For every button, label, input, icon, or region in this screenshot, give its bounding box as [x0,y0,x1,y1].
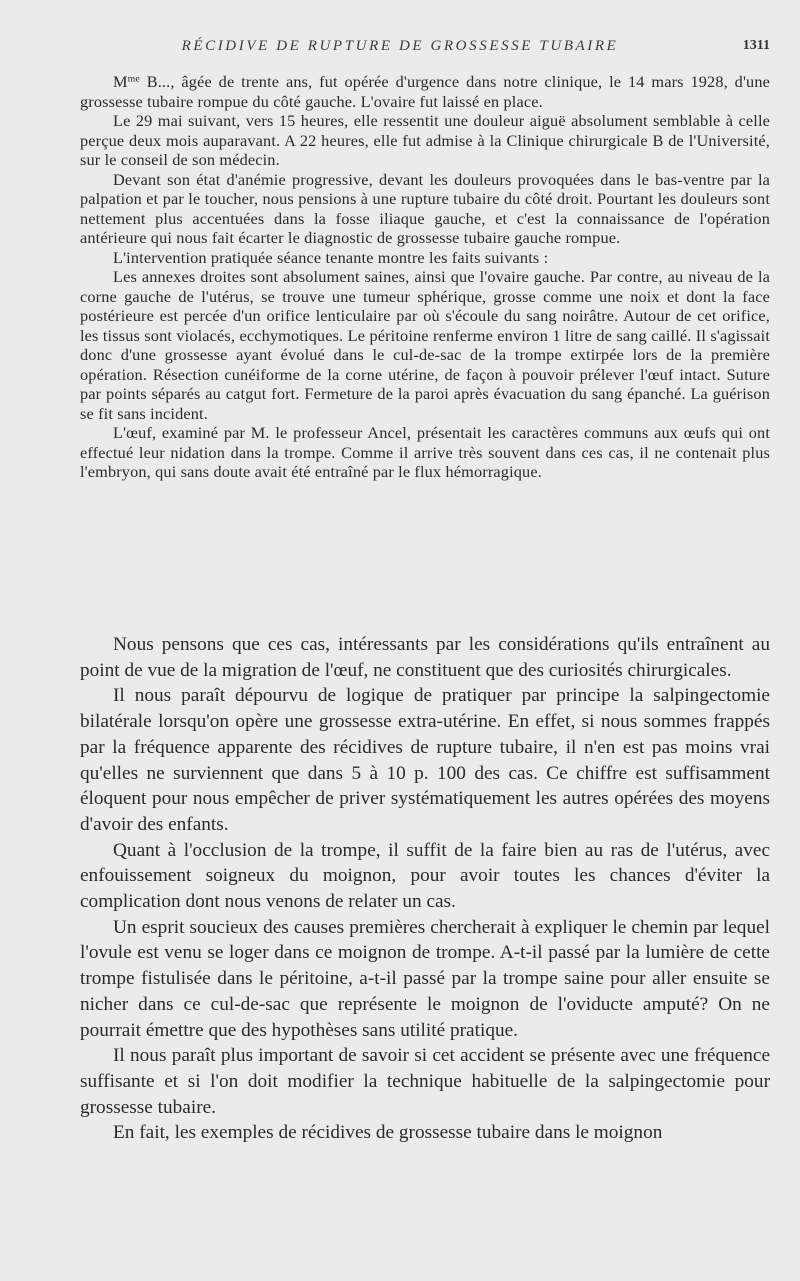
page-number: 1311 [742,38,770,53]
discussion-paragraph: Quant à l'occlusion de la trompe, il suffit de la faire bien au ras de l'utérus, avec enfouissement soigneux du moignon, pour avoir toutes les chances d'éviter la complication dont nous venons de relater un cas. [80,839,770,913]
case-paragraph: L'œuf, examiné par M. le professeur Ancel, présentait les caractères communs aux œufs qui ont effectué leur nidation dans la trompe. Comme il arrive très souvent dans ces cas, il ne contenait plus l'embryon, qui sans doute avait été entraîné par le flux hémorragique. [80,423,770,481]
running-title: RÉCIDIVE DE RUPTURE DE GROSSESSE TUBAIRE [181,38,619,54]
case-report [80,72,770,482]
discussion-paragraph: Un esprit soucieux des causes premières chercherait à expliquer le chemin par lequel l'ovule est venu se loger dans ce moignon de trompe. A-t-il passé par la lumière de cette trompe fistulisée dans le péritoine, a-t-il passé par la trompe saine pour aller ensuite se nicher dans ce cul-de-sac que représente le moignon de l'oviducte amputé? On ne pourrait émettre que des hypothèses sans utilité pratique. [80,916,770,1041]
discussion [80,632,770,1146]
discussion-paragraph: En fait, les exemples de récidives de grossesse tubaire dans le moignon [113,1122,663,1144]
discussion-paragraph: Il nous paraît dépourvu de logique de pratiquer par principe la salpingectomie bilatérale lorsqu'on opère une grossesse extra-utérine. En effet, si nous sommes frappés par la fréquence apparente des récidives de rupture tubaire, il n'en est pas moins vrai qu'elles ne surviennent que dans 5 à 10 p. 100 des cas. Ce chiffre est suffisamment éloquent pour nous empêcher de priver systématiquement les autres opérées des moyens d'avoir des enfants. [80,685,770,835]
case-paragraph: L'intervention pratiquée séance tenante montre les faits suivants : [113,247,549,267]
case-intro-paragraph [80,72,770,111]
discussion-paragraph: Il nous paraît plus important de savoir si cet accident se présente avec une fréquence suffisante et si l'on doit modifier la technique habituelle de la salpingectomie pour grossesse tubaire. [80,1045,770,1118]
discussion-paragraph: Nous pensons que ces cas, intéressants par les considérations qu'ils entraînent au point de vue de la migration de l'œuf, ne constituent que des curiosités chirurgicales. [80,634,770,681]
case-intro-text: B..., âgée de trente ans, fut opérée d'urgence dans notre clinique, le 14 mars 1928, d'une grossesse tubaire rompue du côté gauche. L'ovaire fut laissé en place. [80,72,770,111]
running-head [0,36,800,58]
case-paragraph: Devant son état d'anémie progressive, devant les douleurs provoquées dans le bas-ventre par la palpation et par le toucher, nous pensions à une rupture tubaire du côté droit. Pourtant les douleurs sont nettement plus accentuées dans la fosse iliaque gauche, et c'est la connaissance de l'opération antérieure qui nous fait écarter le diagnostic de grossesse tubaire gauche rompue. [80,169,770,247]
title-abbreviation: M [113,72,128,91]
title-abbreviation-superscript: me [127,73,140,85]
case-paragraph: Les annexes droites sont absolument saines, ainsi que l'ovaire gauche. Par contre, au niveau de la corne gauche de l'utérus, se trouve une tumeur sphérique, grosse comme une noix et dont la face postérieure est percée d'un orifice lenticulaire par où s'écoule du sang noirâtre. Autour de cet orifice, les tissus sont violacés, ecchymotiques. Le péritoine renferme environ 1 litre de sang caillé. Il s'agissait donc d'une grossesse ayant évolué dans le cul-de-sac de la trompe extirpée lors de la première opération. Résection cunéiforme de la corne utérine, de façon à pouvoir prélever l'œuf intact. Suture par points séparés au catgut fort. Fermeture de la paroi après évacuation du sang épanché. La guérison se fit sans incident. [80,267,770,423]
case-paragraph: Le 29 mai suivant, vers 15 heures, elle ressentit une douleur aiguë absolument semblable à celle perçue deux mois auparavant. A 22 heures, elle fut admise à la Clinique chirurgicale B de l'Université, sur le conseil de son médecin. [80,111,770,169]
